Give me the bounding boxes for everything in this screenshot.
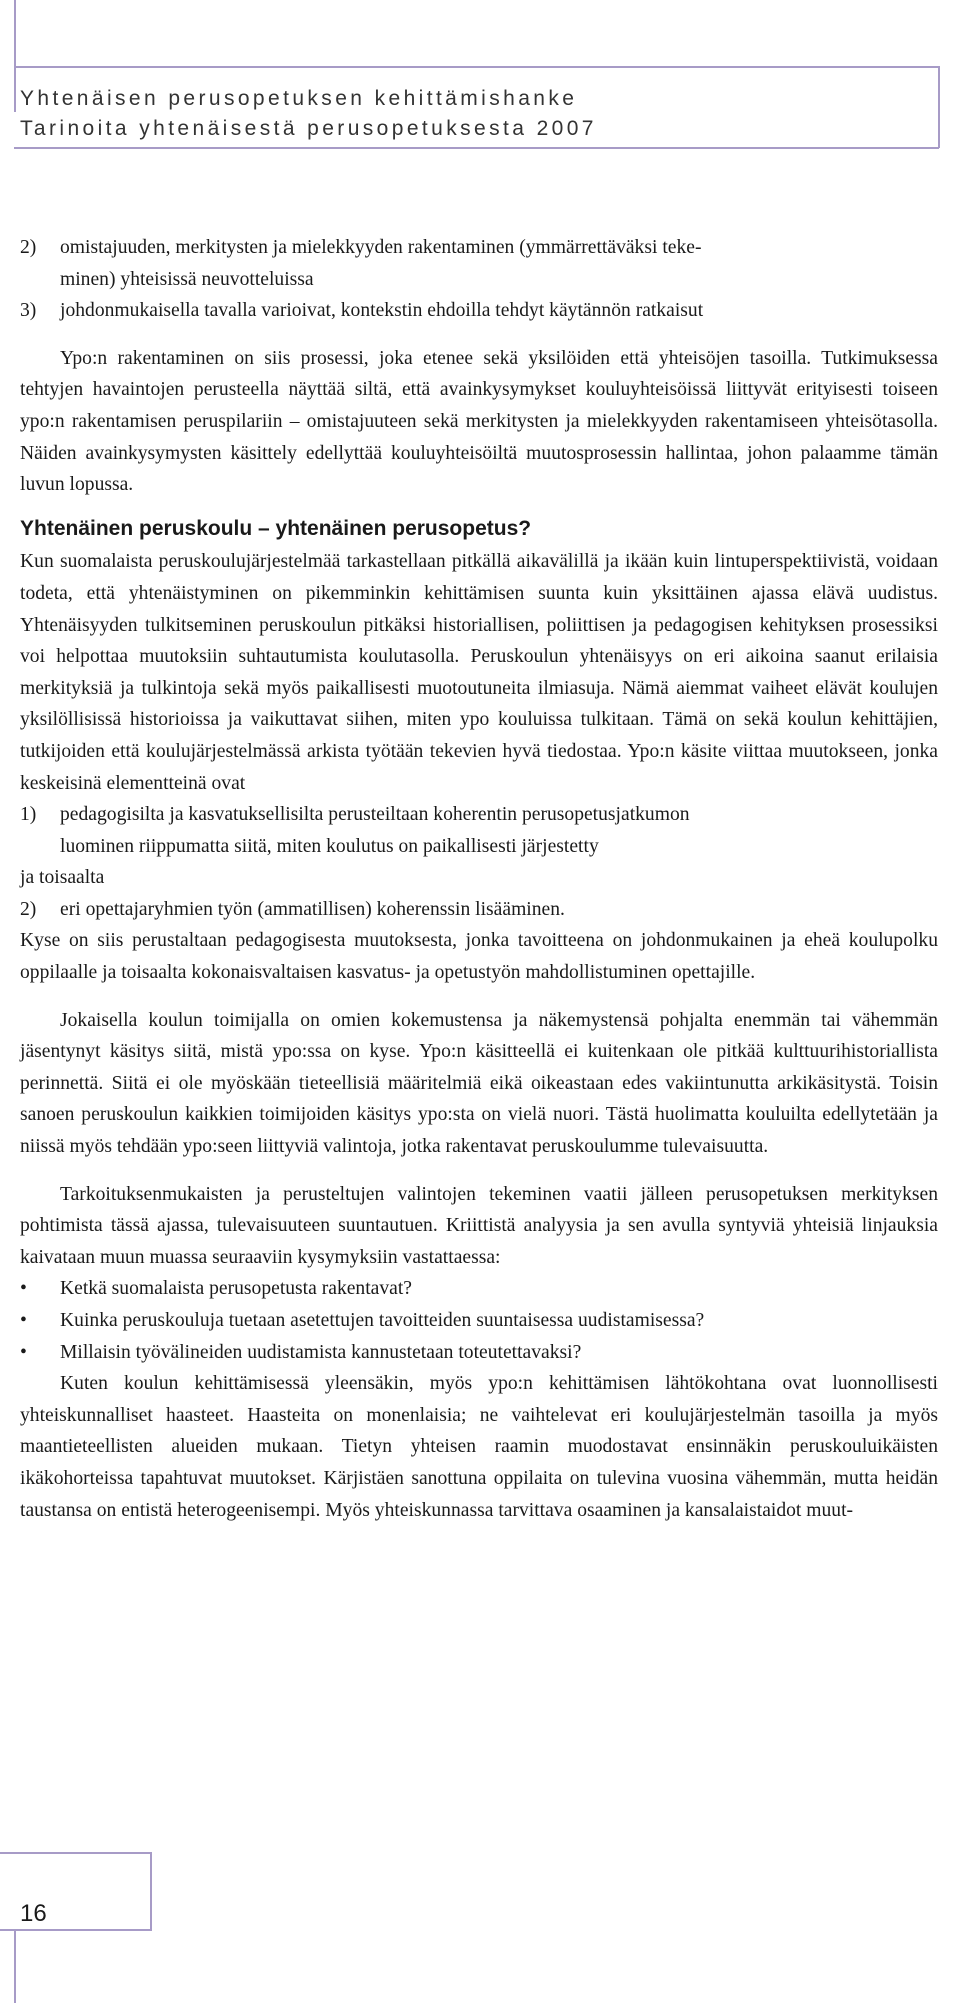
frame-bottom-left-vertical [14,1929,16,2003]
list-number: 3) [20,300,37,322]
list-connector: ja toisaalta [20,867,105,889]
bullet-text: Millaisin työvälineiden uudistamista kannustetaan toteutettavaksi? [60,1341,582,1363]
list-number: 2) [20,898,37,920]
list-number: 2) [20,237,37,258]
bullet-icon: • [20,1278,27,1300]
list-text: omistajuuden, merkitysten ja mielekkyyden rakentaminen (ymmärrettäväksi teke- [60,237,702,258]
bullet-text: Ketkä suomalaista perusopetusta rakentavat? [60,1278,413,1300]
list-item [20,894,938,926]
frame-header-right-vertical [938,66,940,148]
frame-footer-bottom-rule [0,1929,152,1931]
header-project-title: Yhtenäisen perusopetuksen kehittämishanke [20,87,578,110]
bullet-item [20,1337,938,1369]
body-text [20,232,938,1526]
frame-header-bottom-rule [14,147,939,149]
paragraph-6: Kuten koulun kehittämisessä yleensäkin, myös ypo:n kehittämisen lähtökohtana ovat luonnollisesti yhteiskunnalliset haasteet. Haasteita on monenlaisia; ne vaihtelevat eri koulujärjestelmän tasoilla ja myös maantieteellisten alueiden mukaan. Tietyn yhteisen raamin muodostavat ensinnäkin peruskouluikäisten ikäkohorteissa tapahtuvat muutokset. Kärjistäen sanottuna oppilaita on tulevina vuosina vähemmän, mutta heidän taustansa on entistä heterogeenisempi. Myös yhteiskunnassa tarvittava osaaminen ja kansalaistaidot muut- [20,1373,938,1521]
paragraph-4: Jokaisella koulun toimijalla on omien kokemustensa ja näkemystensä pohjalta enemmän tai vähemmän jäsentynyt käsitys siitä, mistä ypo:ssa on kyse. Ypo:n käsitteellä ei kuitenkaan ole pitkää kulttuurihistoriallista perinnettä. Siitä ei ole myöskään tieteellisiä määritelmiä eikä oikeastaan edes vakiintunutta arkikäsitystä. Toisin sanoen peruskoulun kaikkien toimijoiden käsitys ypo:sta on vielä nuori. Tästä huolimatta kouluilta edellytetään ja niissä myös tehdään ypo:seen liittyviä valintoja, jotka rakentavat peruskoulumme tulevaisuutta. [20,1009,938,1158]
paragraph-3: Kyse on siis perustaltaan pedagogisesta muutoksesta, jonka tavoitteena on johdonmukainen ja eheä koulupolku oppilaalle ja toisaalta kokonaisvaltaisen kasvatus- ja opetustyön mahdollistuminen opettajille. [20,930,938,984]
header-publication-title: Tarinoita yhtenäisestä perusopetuksesta 2007 [20,117,597,140]
list-item [20,295,938,327]
list-text: eri opettajaryhmien työn (ammatillisen) koherenssin lisääminen. [60,898,565,920]
paragraph-2: Kun suomalaista peruskoulujärjestelmää tarkastellaan pitkällä aikavälillä ja ikään kuin lintuperspektiivistä, voidaan todeta, että yhtenäistyminen on pikemminkin kehittämisen suunta kuin yksittäinen ajassa elävä uudistus. Yhtenäisyyden tulkitseminen peruskoulun pitkäksi historiallisen, poliittisen ja pedagogisen kehityksen prosessiksi voi helpottaa muutoksiin suhtautumista koulutasolla. Peruskoulun yhtenäisyys on eri aikoina saanut erilaisia merkityksiä ja tulkintoja sekä myös paikallisesti muotoutuneita ilmiasuja. Nämä aiemmat vaiheet elävät koulujen yksilöllisissä historioissa ja vaikuttavat siihen, miten ypo kouluissa tulkitaan. Tämä on sekä koulun kehittäjien, tutkijoiden että koulujärjestelmässä arkista työtään tekevien hyvä tiedostaa. Ypo:n käsite viittaa muutokseen, jonka keskeisinä elementteinä ovat [20,551,938,794]
bullet-item [20,1305,938,1337]
bullet-item [20,1273,938,1305]
paragraph-5: Tarkoituksenmukaisten ja perusteltujen valintojen tekeminen vaatii jälleen perusopetuksen merkityksen pohtimista tässä ajassa, tulevaisuuteen suuntautuen. Kriittistä analyysia ja sen avulla syntyviä yhteisiä linjauksia kaivataan muun muassa seuraaviin kysymyksiin vastattaessa: [20,1183,938,1268]
list-text: johdonmukaisella tavalla varioivat, kontekstin ehdoilla tehdyt käytännön ratkaisut [60,300,704,322]
frame-footer-top-rule [0,1852,152,1854]
list-text: pedagogisilta ja kasvatuksellisilta perusteiltaan koherentin perusopetusjatkumon [60,804,690,826]
running-header [20,84,925,144]
paragraph-1: Ypo:n rakentaminen on siis prosessi, joka etenee sekä yksilöiden että yhteisöjen tasoilla. Tutkimuksessa tehtyjen havaintojen perusteella näyttää siltä, että avainkysymykset kouluyhteisöissä liittyvät erityisesti toiseen ypo:n rakentamisen peruspilariin – omistajuuteen sekä merkitysten ja mielekkyyden rakentamiseen yhteisötasolla. Näiden avainkysymysten käsittely edellyttää kouluyhteisöiltä muutosprosessin hallintaa, johon palaamme tämän luvun lopussa. [20,347,938,496]
list-item [20,232,938,264]
list-continuation: minen) yhteisissä neuvotteluissa [60,268,314,290]
list-continuation: luominen riippumatta siitä, miten koulutus on paikallisesti järjestetty [60,835,599,857]
list-item [20,799,938,831]
bullet-text: Kuinka peruskouluja tuetaan asetettujen tavoitteiden suuntaisessa uudistamisessa? [60,1310,705,1331]
frame-header-top-rule [14,66,939,68]
page-number: 16 [20,1900,47,1927]
list-number: 1) [20,804,37,826]
frame-footer-right-vertical [150,1852,152,1931]
frame-top-left-vertical [14,0,16,112]
section-heading: Yhtenäinen peruskoulu – yhtenäinen perusopetus? [20,516,532,540]
bullet-icon: • [20,1310,27,1331]
bullet-icon: • [20,1341,27,1363]
